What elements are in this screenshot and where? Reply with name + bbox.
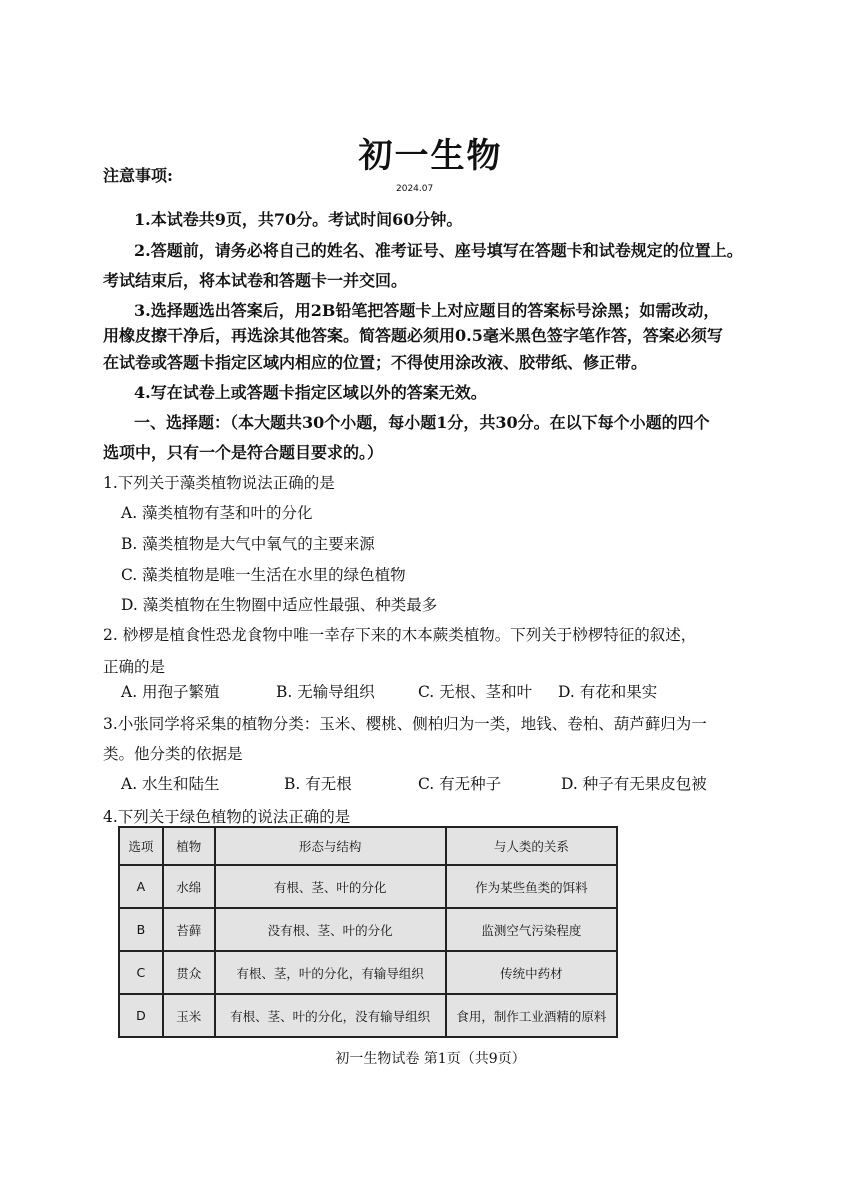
row-option: D xyxy=(119,994,163,1037)
q1-option-b: B. 藻类植物是大气中氧气的主要来源 xyxy=(121,535,375,553)
q2-stem: 2. 桫椤是植食性恐龙食物中唯一幸存下来的木本蕨类植物。下列关于桫椤特征的叙述， xyxy=(103,626,697,644)
q4-table xyxy=(118,826,618,1038)
notice-item-3-cont1: 用橡皮擦干净后，再选涂其他答案。简答题必须用0.5毫米黑色签字笔作答，答案必须写 xyxy=(103,326,723,345)
notice-heading: 注意事项: xyxy=(103,166,173,185)
q1-option-c: C. 藻类植物是唯一生活在水里的绿色植物 xyxy=(121,566,406,584)
row-plant: 苔藓 xyxy=(163,908,215,951)
row-relation: 食用，制作工业酒精的原料 xyxy=(446,994,617,1037)
q3-option-a: A. 水生和陆生 xyxy=(121,775,220,793)
row-option: B xyxy=(119,908,163,951)
row-structure: 有根、茎，叶的分化，有输导组织 xyxy=(215,951,446,994)
q1-option-d: D. 藻类植物在生物圈中适应性最强、种类最多 xyxy=(121,596,438,614)
page-title: 初一生物 xyxy=(358,136,503,176)
row-plant: 水绵 xyxy=(163,865,215,908)
header-option: 选项 xyxy=(119,827,163,865)
table-row xyxy=(119,865,617,908)
row-structure: 有根、茎、叶的分化 xyxy=(215,865,446,908)
q2-option-c: C. 无根、茎和叶 xyxy=(418,683,533,701)
notice-item-1: 1.本试卷共9页，共70分。考试时间60分钟。 xyxy=(134,210,463,229)
row-structure: 没有根、茎、叶的分化 xyxy=(215,908,446,951)
q1-option-a: A. 藻类植物有茎和叶的分化 xyxy=(121,504,313,522)
q3-stem: 3.小张同学将采集的植物分类：玉米、樱桃、侧柏归为一类，地钱、卷柏、葫芦藓归为一 xyxy=(103,715,707,733)
page-footer: 初一生物试卷 第1页（共9页） xyxy=(335,1051,526,1067)
q3-stem-cont: 类。他分类的依据是 xyxy=(103,745,243,763)
row-option: A xyxy=(119,865,163,908)
header-structure: 形态与结构 xyxy=(215,827,446,865)
table-row xyxy=(119,994,617,1037)
q2-option-b: B. 无输导组织 xyxy=(276,683,375,701)
q3-option-c: C. 有无种子 xyxy=(418,775,502,793)
notice-item-4: 4.写在试卷上或答题卡指定区域以外的答案无效。 xyxy=(134,383,487,402)
q2-stem-cont: 正确的是 xyxy=(103,658,166,676)
row-plant: 玉米 xyxy=(163,994,215,1037)
q3-option-b: B. 有无根 xyxy=(284,775,352,793)
section-heading: 一、选择题：（本大题共30个小题，每小题1分，共30分。在以下每个小题的四个 xyxy=(134,413,710,432)
notice-item-3-cont2: 在试卷或答题卡指定区域内相应的位置；不得使用涂改液、胶带纸、修正带。 xyxy=(103,353,648,372)
row-option: C xyxy=(119,951,163,994)
exam-date: 2024.07 xyxy=(396,184,434,194)
section-heading-cont: 选项中，只有一个是符合题目要求的。） xyxy=(103,443,384,462)
q2-option-d: D. 有花和果实 xyxy=(558,683,658,701)
row-plant: 贯众 xyxy=(163,951,215,994)
q3-option-d: D. 种子有无果皮包被 xyxy=(561,775,707,793)
table-row xyxy=(119,951,617,994)
row-relation: 作为某些鱼类的饵料 xyxy=(446,865,617,908)
table-row xyxy=(119,908,617,951)
row-relation: 监测空气污染程度 xyxy=(446,908,617,951)
q2-option-a: A. 用孢子繁殖 xyxy=(121,683,220,701)
header-plant: 植物 xyxy=(163,827,215,865)
header-relation: 与人类的关系 xyxy=(446,827,617,865)
notice-item-2-cont: 考试结束后，将本试卷和答题卡一并交回。 xyxy=(103,271,408,290)
q4-stem: 4.下列关于绿色植物的说法正确的是 xyxy=(103,808,351,826)
row-relation: 传统中药材 xyxy=(446,951,617,994)
row-structure: 有根、茎、叶的分化，没有输导组织 xyxy=(215,994,446,1037)
table-header-row xyxy=(119,827,617,865)
q1-stem: 1.下列关于藻类植物说法正确的是 xyxy=(103,474,335,492)
notice-item-3: 3.选择题选出答案后，用2B铅笔把答题卡上对应题目的答案标号涂黑；如需改动， xyxy=(134,301,720,320)
notice-item-2: 2.答题前，请务必将自己的姓名、准考证号、座号填写在答题卡和试卷规定的位置上。 xyxy=(134,241,743,260)
